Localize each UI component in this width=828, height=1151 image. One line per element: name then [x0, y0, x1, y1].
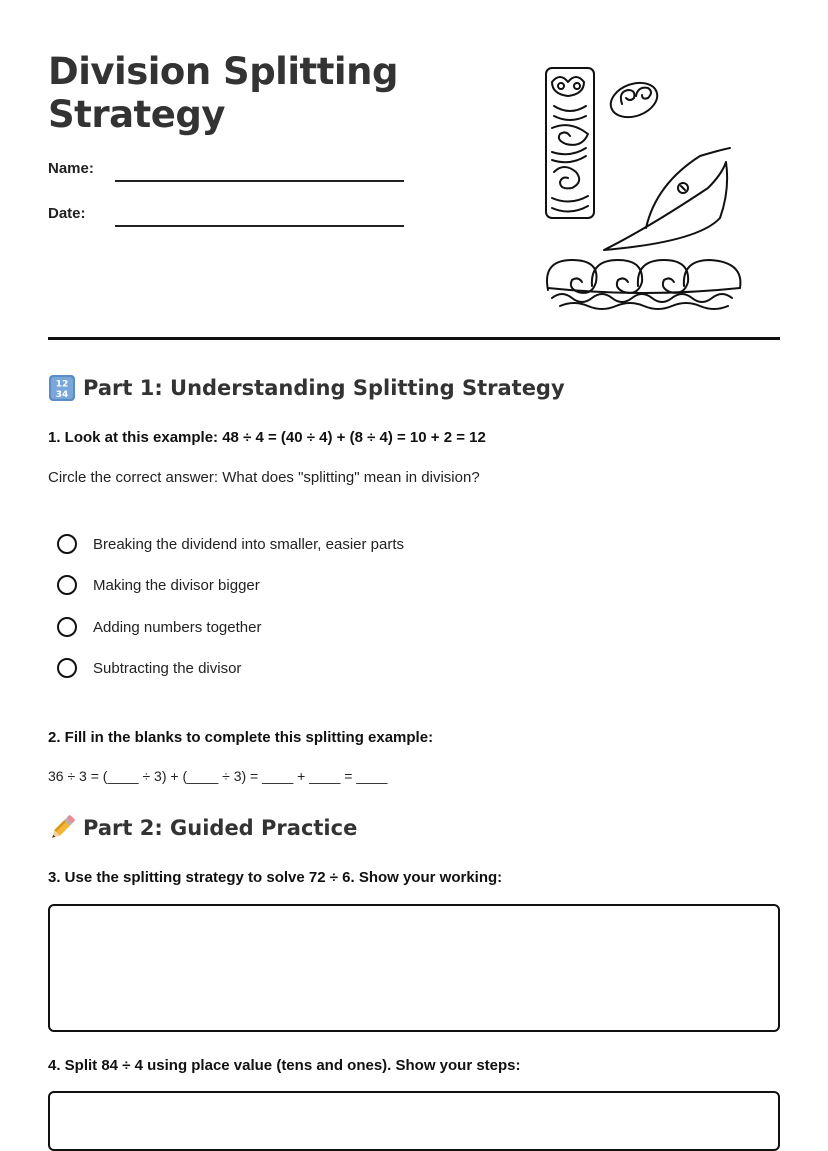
- question-4-answer-box[interactable]: [48, 1091, 780, 1151]
- koru-stone-icon: [606, 77, 662, 123]
- pencil-icon: [48, 814, 76, 842]
- page-title: Division Splitting Strategy: [48, 50, 398, 136]
- part2-heading: [48, 814, 357, 842]
- part1-title: Part 1: Understanding Splitting Strategy: [83, 376, 565, 400]
- question-1-prompt: Circle the correct answer: What does "splitting" mean in division?: [48, 469, 480, 486]
- question-2-equation[interactable]: 36 ÷ 3 = (____ ÷ 3) + (____ ÷ 3) = ____ + ____ = ____: [48, 768, 388, 784]
- svg-text:12: 12: [55, 379, 69, 390]
- name-label: Name:: [48, 160, 94, 177]
- question-3: 3. Use the splitting strategy to solve 72 ÷ 6. Show your working:: [48, 869, 503, 886]
- option-4[interactable]: [57, 658, 241, 678]
- option-label: Breaking the dividend into smaller, easier parts: [93, 535, 405, 553]
- question-2: 2. Fill in the blanks to complete this splitting example:: [48, 729, 434, 746]
- option-label: Adding numbers together: [93, 618, 262, 636]
- number-keycap-icon: [48, 374, 76, 402]
- carved-pole-icon: [546, 68, 594, 218]
- waka-canoe-icon: [604, 148, 730, 250]
- radio-circle[interactable]: [57, 534, 77, 554]
- wave-pattern-icon: [547, 260, 740, 309]
- date-label: Date:: [48, 205, 86, 222]
- option-3[interactable]: [57, 617, 261, 637]
- date-field[interactable]: [115, 225, 404, 227]
- name-field[interactable]: [115, 180, 404, 182]
- radio-circle[interactable]: [57, 575, 77, 595]
- option-2[interactable]: [57, 575, 260, 595]
- option-1[interactable]: [57, 534, 404, 554]
- maori-art-illustration: [530, 60, 760, 315]
- option-label: Subtracting the divisor: [93, 659, 242, 677]
- question-4: 4. Split 84 ÷ 4 using place value (tens and ones). Show your steps:: [48, 1057, 521, 1074]
- radio-circle[interactable]: [57, 617, 77, 637]
- question-3-answer-box[interactable]: [48, 904, 780, 1032]
- part2-title: Part 2: Guided Practice: [83, 816, 358, 840]
- part1-heading: [48, 374, 565, 402]
- question-1: 1. Look at this example: 48 ÷ 4 = (40 ÷ 4) + (8 ÷ 4) = 10 + 2 = 12: [48, 429, 486, 446]
- svg-text:34: 34: [55, 390, 69, 400]
- header-divider: [48, 337, 780, 340]
- option-label: Making the divisor bigger: [93, 576, 260, 594]
- radio-circle[interactable]: [57, 658, 77, 678]
